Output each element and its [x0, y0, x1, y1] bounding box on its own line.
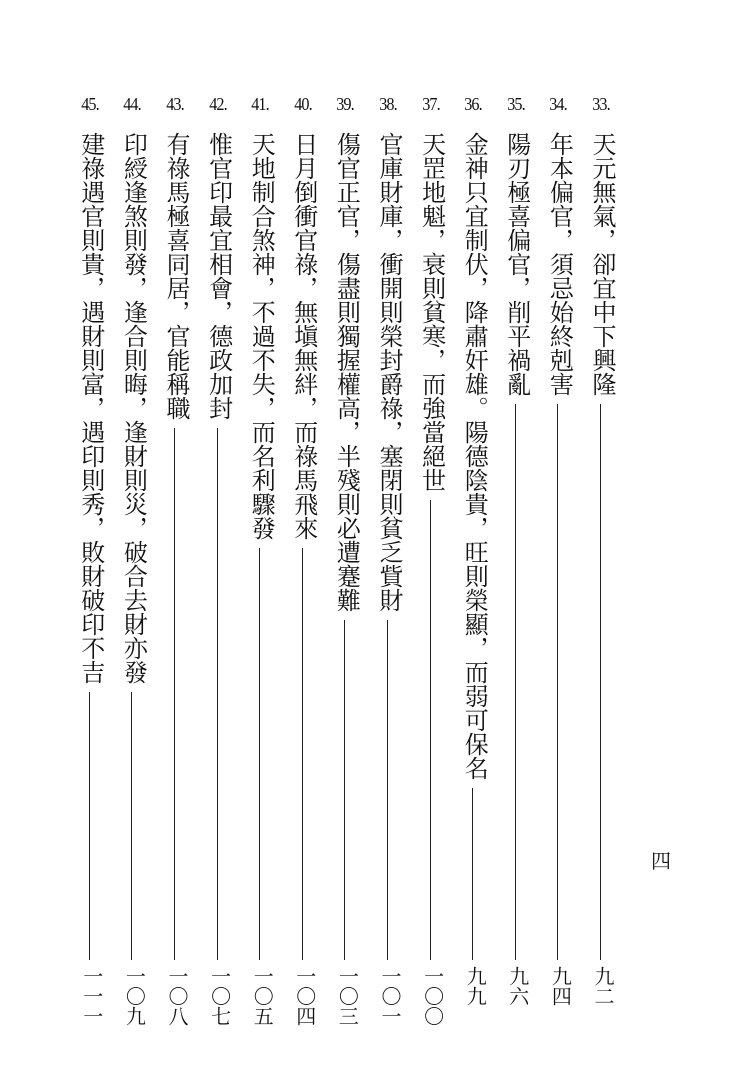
dot-leader-line: [515, 404, 516, 960]
entry-number: 41.: [251, 94, 269, 114]
entry-number: 37.: [421, 94, 440, 114]
entry-page-number: 九二: [591, 966, 615, 1006]
entry-page-number: 一〇七: [207, 966, 232, 1026]
entry-title: 官庫財庫，衝開則榮封爵祿，塞閉則貧乏貲財: [375, 132, 403, 612]
toc-entry-42[interactable]: [203, 92, 233, 1032]
dot-leader-line: [557, 404, 558, 960]
dot-leader-line: [89, 692, 90, 960]
entry-number: 39.: [336, 94, 355, 114]
entry-number: 36.: [464, 94, 482, 114]
entry-title: 建祿遇官則貴，遇財則富，遇印則秀，敗財破印不吉: [76, 132, 105, 684]
dot-leader-line: [217, 428, 218, 960]
dot-leader-line: [259, 548, 260, 960]
toc-entry-39[interactable]: [330, 92, 360, 1032]
page-folio: 四: [651, 849, 671, 873]
entry-page-number: 一〇九: [122, 966, 147, 1026]
dot-leader-line: [302, 548, 303, 960]
toc-entry-43[interactable]: [160, 92, 190, 1032]
toc-entry-35[interactable]: [501, 92, 531, 1032]
dot-leader-line: [387, 620, 388, 960]
toc-entry-33[interactable]: [586, 92, 616, 1032]
entry-page-number: 一〇八: [165, 966, 189, 1026]
entry-title: 金神只宜制伏，降肅奸雄。陽德陰貴，旺則榮顯，而弱可保名: [460, 132, 489, 780]
toc-entry-34[interactable]: [543, 92, 573, 1032]
entry-number: 44.: [123, 94, 142, 114]
entry-page-number: 一一一: [79, 966, 104, 1026]
dot-leader-line: [174, 428, 175, 960]
entry-title: 傷官正官，傷盡則獨握權高，半殘則必遭蹇難: [332, 132, 361, 612]
dot-leader-line: [472, 788, 473, 960]
entry-title: 惟官印最宜相會，德政加封: [204, 132, 233, 420]
entry-number: 45.: [81, 94, 99, 114]
entry-number: 43.: [166, 94, 184, 114]
entry-page-number: 一〇三: [335, 966, 360, 1026]
toc-entry-37[interactable]: [416, 92, 446, 1032]
entry-title: 天地制合煞神，不過不失，而名利驟發: [247, 132, 276, 540]
dot-leader-line: [430, 500, 431, 960]
entry-page-number: 一〇四: [292, 966, 317, 1026]
toc-entry-38[interactable]: [373, 92, 403, 1032]
entry-number: 38.: [379, 94, 397, 114]
entry-number: 42.: [208, 94, 227, 114]
entry-title: 天罡地魁，衰則貧寒，而強當絕世: [417, 132, 446, 492]
toc-entry-40[interactable]: [288, 92, 318, 1032]
entry-page-number: 九四: [548, 966, 573, 1006]
entry-number: 34.: [549, 94, 568, 114]
dot-leader-line: [600, 404, 601, 960]
entry-title: 有祿馬極喜同居，官能稱職: [162, 132, 190, 420]
entry-title: 印綬逢煞則發，逢合則晦，逢財則災，破合去財亦發: [119, 132, 148, 684]
entry-page-number: 一〇〇: [420, 966, 445, 1026]
dot-leader-line: [131, 692, 132, 960]
toc-entry-41[interactable]: [245, 92, 275, 1032]
entry-page-number: 一〇五: [250, 966, 275, 1026]
dot-leader-line: [344, 620, 345, 960]
toc-entry-44[interactable]: [117, 92, 147, 1032]
entry-title: 日月倒衝官祿，無塡無絆，而祿馬飛來: [289, 132, 318, 540]
entry-title: 年本偏官，須忌始終剋害: [545, 132, 574, 396]
entry-number: 35.: [507, 94, 525, 114]
entry-number: 33.: [592, 94, 610, 114]
entry-number: 40.: [294, 94, 312, 114]
entry-page-number: 九六: [505, 966, 530, 1006]
entry-page-number: 一〇一: [378, 966, 402, 1026]
toc-entry-36[interactable]: [458, 92, 488, 1032]
entry-page-number: 九九: [463, 966, 488, 1006]
entry-title: 天元無氣，卻宜中下興隆: [588, 132, 616, 396]
entry-title: 陽刃極喜偏官，削平禍亂: [502, 132, 531, 396]
toc-entry-45[interactable]: [75, 92, 105, 1032]
